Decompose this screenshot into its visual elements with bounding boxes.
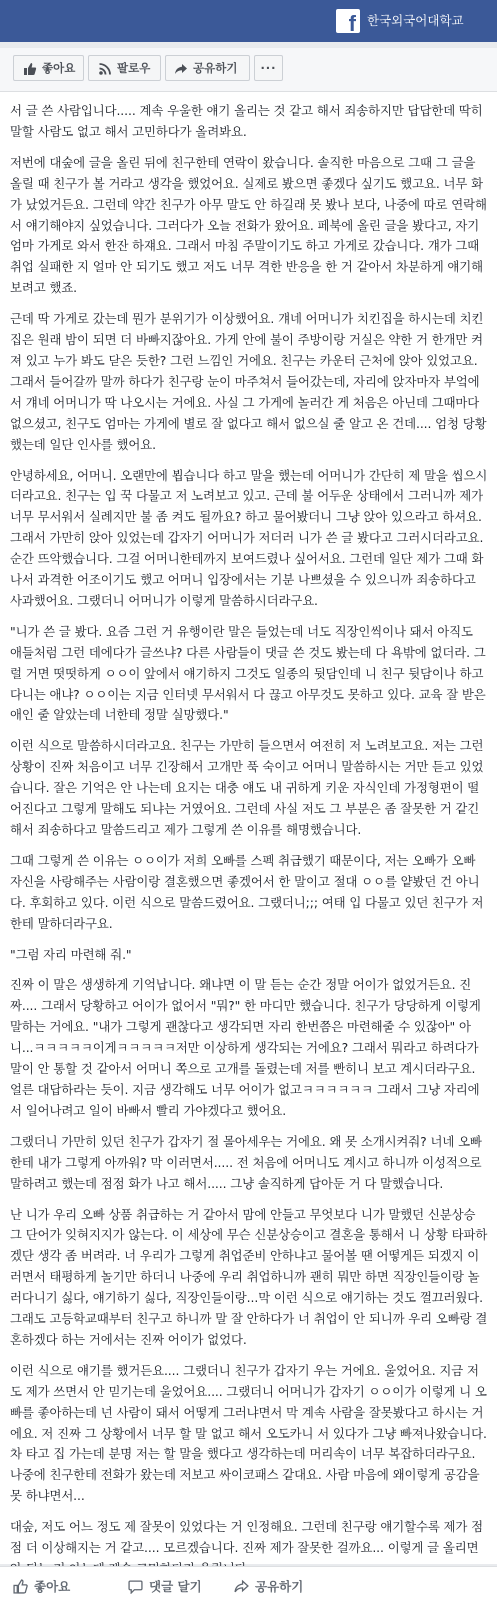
- thumbs-up-icon: [13, 1579, 28, 1594]
- thumbs-up-icon: [23, 60, 37, 74]
- share-arrow-icon: [174, 60, 188, 74]
- facebook-logo-icon[interactable]: f: [336, 9, 360, 33]
- share-page-label: 공유하기: [193, 61, 238, 75]
- page-action-bar: [0, 48, 497, 92]
- post-paragraph: "그럼 자리 마련해 줘.": [10, 946, 132, 962]
- post-paragraph: 이런 식으로 말씀하시더라고요. 친구는 가만히 들으면서 여전히 저 노려보고요. 저는 그런 상황이 진짜 처음이고 너무 긴장해서 고개만 푹 숙이고 어머니 말씀하시는 거만 듣고 있었습니다. 잘은 기억은 안 나는데 요지는 대충 얘도 내 귀하게 키운 자식인데 가정형편이 떨어진다고 그렇게 말해도 되냐는 거였어요. 그런데 사실 저도 그 부분은 좀 잘못한 거 같긴 해서 죄송하다고 말씀드리고 제가 그렇게 쓴 이유를 해명했습니다.: [10, 738, 484, 837]
- post-paragraph: 저번에 대숲에 글을 올린 뒤에 친구한테 연락이 왔습니다. 솔직한 마음으로 그때 그 글을 올릴 때 친구가 볼 거라고 생각을 했었어요. 실제로 봤으면 좋겠다 싶기도 했고요. 너무 화가 났었거든요. 그런데 약간 친구가 아무 말도 안 하길래 못 봤나 보다, 나중에 따로 연락해서 얘기해야지 싶었습니다. 그러다가 오늘 전화가 왔어요. 페북에 올린 글을 봤다고, 자기 엄마 가게로 와서 한잔 하쟤요. 그래서 마침 주말이기도 하고 가게로 갔습니다. 걔가 그때 취업 실패한 지 얼마 안 되기도 했고 저도 너무 격한 반응을 한 거 같아서 차분하게 얘기해 보려고 했죠.: [10, 154, 487, 296]
- rss-icon: [98, 60, 112, 74]
- page-name-link[interactable]: 한국외국어대학교: [367, 13, 464, 28]
- post-paragraph: 진짜 이 말은 생생하게 기억납니다. 왜냐면 이 말 듣는 순간 정말 어이가 없었거든요. 진짜.... 그래서 당황하고 어이가 없어서 "뭐?" 한 마디만 했습니다. 친구가 당당하게 이렇게 말하는 거에요. "내가 그렇게 괜찮다고 생각되면 자리 한번쯤은 마련해줄 수 있잖아" 아니...ㅋㅋㅋㅋㅋ이게ㅋㅋㅋㅋㅋ저만 이상하게 생각되는 거에요? 그래서 뭐라고 하려다가 말이 안 통할 것 같아서 어머니 쪽으로 고개를 돌렸는데 저를 빤히니 보고 계시더라구요. 얼른 대답하라는 듯이. 지금 생각해도 너무 어이가 없고ㅋㅋㅋㅋㅋㅋ 그래서 그냥 자리에서 일어나려고 일이 바빠서 빨리 가야겠다고 했어요.: [10, 977, 481, 1118]
- post-paragraph: "니가 쓴 글 봤다. 요즘 그런 거 유행이란 말은 들었는데 너도 직장인씩이나 돼서 아직도 애들처럼 그런 데에다가 글쓰냐? 다른 사람들이 댓글 쓴 것도 봤는데 다 욕밖에 없더라. 그럴 거면 떳떳하게 ㅇㅇ이 앞에서 얘기하지 그것도 일종의 뒷담인데 니 친구 뒷담이나 하고 다니는 애냐? ㅇㅇ이는 지금 인터넷 무서워서 다 끊고 아무것도 못하고 있다. 교육 잘 받은 애인 줄 알았는데 너한테 정말 실망했다.": [10, 623, 486, 723]
- follow-label: 팔로우: [117, 61, 151, 75]
- post-paragraph: 안녕하세요, 어머니. 오랜만에 뵙습니다 하고 말을 했는데 어머니가 간단히 제 말을 씹으시더라고요. 친구는 입 꾹 다물고 저 노려보고 있고. 근데 불 어두운 상태에서 그러니까 제가 너무 무서워서 실례지만 불 좀 켜도 될까요? 하고 물어봤더니 그냥 앉아 있으라고 하셔요. 그래서 가만히 앉아 있었는데 갑자기 어머니가 저더러 니가 쓴 글 봤다고 그러시더라고요. 순간 뜨악했습니다. 그걸 어머니한테까지 보여드렸나 싶어서요. 그런데 일단 제가 그때 화나서 과격한 어조이기도 했고 어머니 입장에서는 기분 나쁘셨을 수 있으니까 죄송하다고 사과했어요. 그랬더니 어머니가 이렇게 말씀하시더라구요.: [10, 467, 488, 608]
- share-page-button[interactable]: [165, 55, 250, 81]
- post-paragraph: 난 니가 우리 오빠 상품 취급하는 거 같아서 맘에 안들고 무엇보다 니가 말했던 신분상승 그 단어가 잊혀지지가 않는다. 이 세상에 무슨 신분상승이고 결혼을 통해서 니 상황 타파하겠단 생각 좀 버려라. 너 우리가 그렇게 취업준비 안하냐고 물어볼 땐 어떻게든 되겠지 이러면서 태평하게 놀기만 하더니 나중에 우리 취업하니까 괜히 뭐만 하면 직장인들이랑 놀러다니기 싫다, 얘기하기 싫다, 직장인들이랑...막 이런 식으로 얘기하는 것도 껄끄러웠다. 그래도 고등학교때부터 친구고 하니까 말 잘 안하다가 너 취업이 안 되니까 우리 오빠랑 결혼하겠다 하는 거에서는 진짜 어이가 없었다.: [10, 1206, 488, 1347]
- like-post-button[interactable]: [13, 1577, 70, 1597]
- comment-label: 댓글 달기: [149, 1579, 202, 1594]
- share-post-button[interactable]: [234, 1577, 303, 1597]
- post-action-bar: [0, 1566, 497, 1607]
- post-paragraph: 그때 그렇게 쓴 이유는 ㅇㅇ이가 저희 오빠를 스펙 취급했기 때문이다, 저는 오빠가 오빠 자신을 사랑해주는 사람이랑 결혼했으면 좋겠어서 한 말이고 절대 ㅇㅇ를 얕봤던 건 아니다. 후회하고 있다. 이런 식으로 말씀드렸어요. 그랬더니;;; 여태 입 다물고 있던 친구가 저한테 말하더라구요.: [10, 852, 484, 931]
- comment-bubble-icon: [128, 1579, 143, 1594]
- post-paragraph: 이런 식으로 얘기를 했거든요.... 그랬더니 친구가 갑자기 우는 거에요. 울었어요. 지금 저도 제가 쓰면서 안 믿기는데 울었어요.... 그랬더니 어머니가 갑자기 ㅇㅇ이가 이렇게 니 오빠를 좋아하는데 넌 사람이 돼서 어떻게 그러냐면서 막 계속 사람을 잘못봤다고 하시는 거에요. 저 진짜 그 상황에서 너무 할 말 없고 해서 오도카니 서 있다가 그냥 빠져나왔습니다. 차 타고 집 가는데 분명 저는 할 말을 했다고 생각하는데 머리속이 너무 복잡하더라구요. 나중에 친구한테 전화가 왔는데 저보고 싸이코패스 같대요. 사람 마음에 왜이렇게 공감을 못 하냐면서...: [10, 1362, 487, 1504]
- like-post-label: 좋아요: [34, 1579, 71, 1594]
- post-paragraph: 근데 딱 가게로 갔는데 뭔가 분위기가 이상했어요. 걔네 어머니가 치킨집을 하시는데 치킨집은 원래 밤이 되면 더 바빠지잖아요. 가게 안에 불이 주방이랑 거실은 약한 거 한개만 켜져 있고 누가 봐도 닫은 듯한? 그런 느낌인 거에요. 친구는 카운터 근처에 앉아 있었고요. 그래서 들어갈까 말까 하다가 친구랑 눈이 마주쳐서 들어갔는데, 자리에 앉자마자 부엌에서 걔네 어머니가 딱 나오시는 거에요. 사실 그 가게에 놀러간 게 처음은 아닌데 그때마다 없으셨고, 친구도 엄마는 가게에 별로 잘 없다고 해서 없으실 줄 알고 온 건데.... 엄청 당황했는데 일단 인사를 했어요.: [10, 311, 487, 452]
- follow-button[interactable]: [88, 55, 161, 81]
- share-post-label: 공유하기: [255, 1579, 304, 1594]
- comment-button[interactable]: [128, 1577, 202, 1597]
- post-paragraph: 그랬더니 가만히 있던 친구가 갑자기 절 몰아세우는 거에요. 왜 못 소개시켜줘? 너네 오빠한테 내가 그렇게 아까워? 막 이러면서..... 전 처음에 어머니도 계시고 하니까 이성적으로 말하려고 했는데 점점 화가 나고 해서..... 그냥 솔직하게 답아둔 거 다 말했습니다.: [10, 1133, 482, 1191]
- post-body: [0, 92, 497, 1564]
- share-arrow-icon: [234, 1579, 249, 1594]
- top-bar: [0, 0, 497, 42]
- post-paragraph: 서 글 쓴 사람입니다..... 계속 우울한 얘기 올리는 것 같고 해서 죄송하지만 답답한데 딱히 말할 사람도 없고 해서 고민하다가 올려봐요.: [10, 103, 483, 139]
- more-options-button[interactable]: ···: [254, 55, 283, 81]
- like-page-label: 좋아요: [42, 61, 76, 75]
- post-paragraph: 대숲, 저도 어느 정도 제 잘못이 있었다는 거 인정해요. 그런데 친구랑 얘기할수록 제가 점점 더 이상해지는 거 같고.... 모르겠습니다. 진짜 제가 잘못한 걸까요... 이렇게 글 올리면: [10, 1519, 484, 1556]
- like-page-button[interactable]: [13, 55, 84, 81]
